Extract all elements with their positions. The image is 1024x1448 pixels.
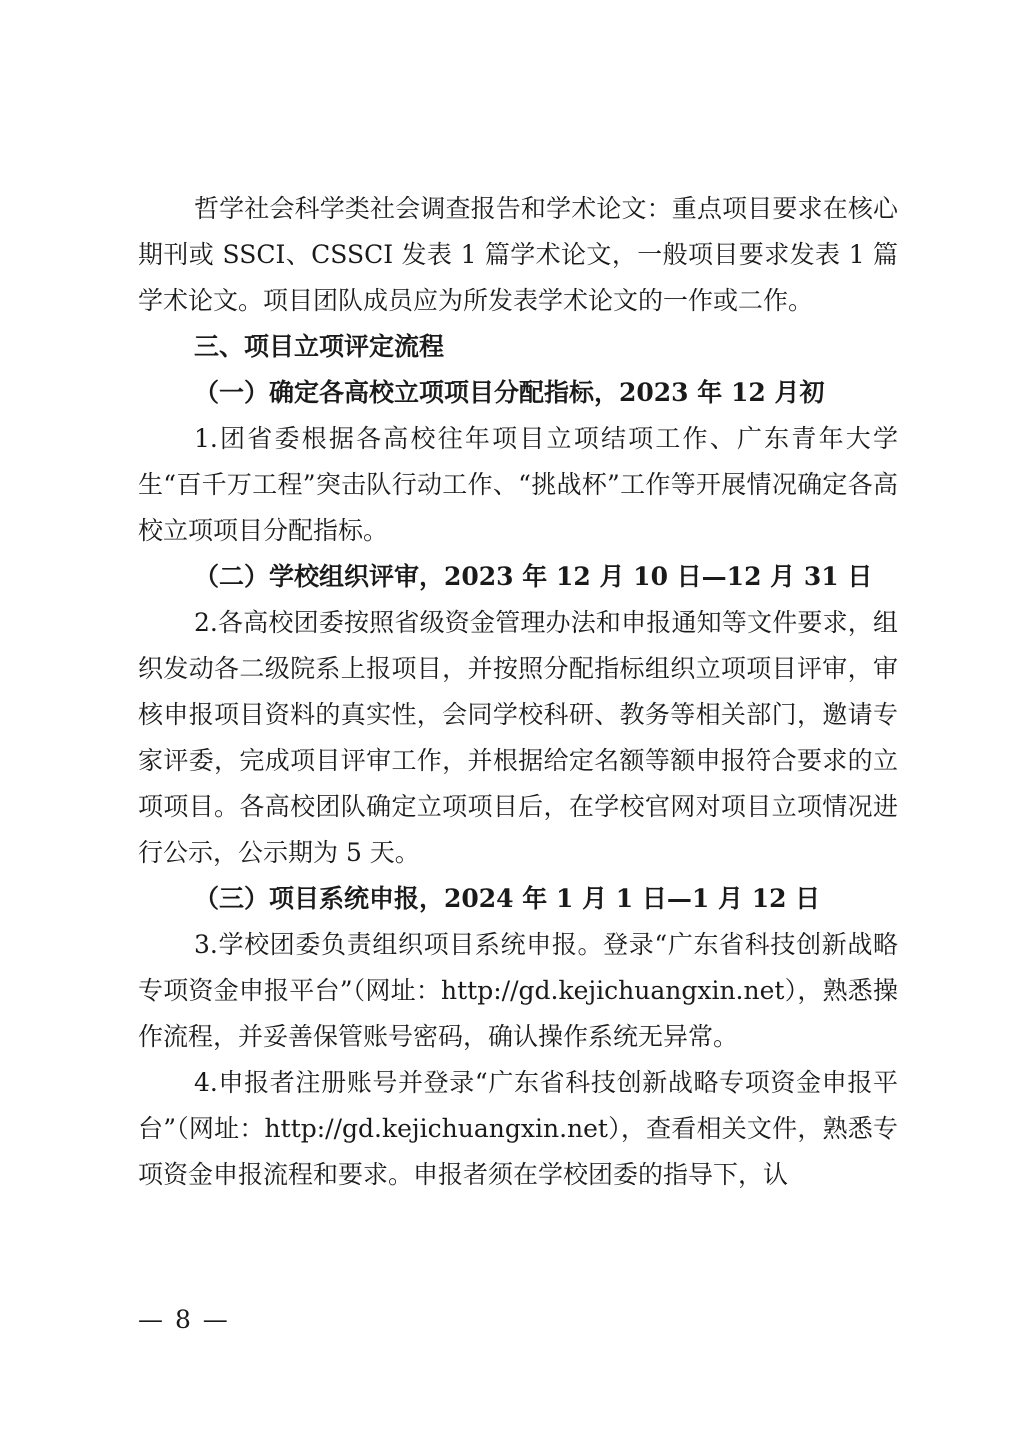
subheading-3: （三）项目系统申报，2024 年 1 月 1 日—1 月 12 日 [194,884,821,913]
paragraph-4: 4.申报者注册账号并登录“广东省科技创新战略专项资金申报平台”（网址：http://gd.kejichuangxin.net），查看相关文件，熟悉专项资金申报流程和要求。申报者须在学校团委的指导下，认 [138,1068,898,1189]
subheading-1: （一）确定各高校立项项目分配指标，2023 年 12 月初 [194,378,825,407]
paragraph-3: 3.学校团委负责组织项目系统申报。登录“广东省科技创新战略专项资金申报平台”（网址：http://gd.kejichuangxin.net），熟悉操作流程，并妥善保管账号密码，确认操作系统无异常。 [138,930,898,1051]
paragraph-2: 2.各高校团委按照省级资金管理办法和申报通知等文件要求，组织发动各二级院系上报项目，并按照分配指标组织立项项目评审，审核申报项目资料的真实性，会同学校科研、教务等相关部门，邀请专家评委，完成项目评审工作，并根据给定名额等额申报符合要求的立项项目。各高校团队确定立项项目后，在学校官网对项目立项情况进行公示，公示期为 5 天。 [138,608,898,867]
page-number: — 8 — [138,1305,230,1334]
paragraph-1: 1.团省委根据各高校往年项目立项结项工作、广东青年大学生“百千万工程”突击队行动工作、“挑战杯”工作等开展情况确定各高校立项项目分配指标。 [138,424,898,545]
paragraph-intro: 哲学社会科学类社会调查报告和学术论文：重点项目要求在核心期刊或 SSCI、CSSCI 发表 1 篇学术论文，一般项目要求发表 1 篇学术论文。项目团队成员应为所发表学术论文的一作或二作。 [138,194,898,315]
section-heading-3: 三、项目立项评定流程 [194,332,445,361]
subheading-2: （二）学校组织评审，2023 年 12 月 10 日—12 月 31 日 [194,562,873,591]
document-body [138,186,898,1198]
